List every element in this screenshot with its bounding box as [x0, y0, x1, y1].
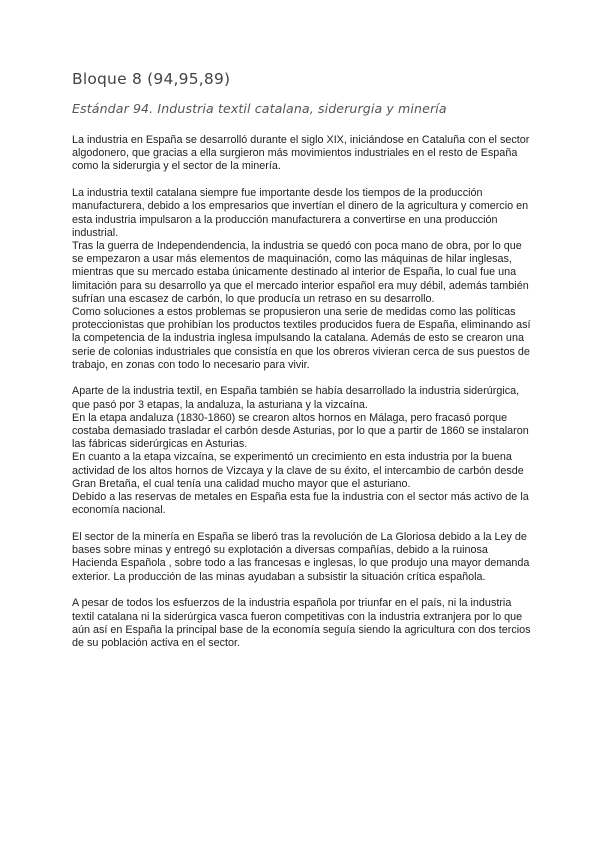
document-body	[72, 134, 532, 650]
paragraph-textile-solutions: Como soluciones a estos problemas se propusieron una serie de medidas como las políticas proteccionistas que prohibían los productos textiles producidos fuera de España, eliminando así la competencia de la industria inglesa impulsando la catalana. Además de esto se crearon una serie de colonias industriales que consistía en que los obreros vivieran cerca de sus puestos de trabajo, en zonas con todo lo necesario para vivir.	[72, 305, 531, 371]
paragraph-siderurgy-basque: En cuanto a la etapa vizcaína, se experimentó un crecimiento en esta industria por la buena actividad de los altos hornos de Vizcaya y la clave de su éxito, el intercambio de carbón desde Gran Bretaña, el cual tenía una calidad mucho mayor que el asturiano.	[72, 451, 524, 490]
paragraph-intro: La industria en España se desarrolló durante el siglo XIX, iniciándose en Cataluña con el sector algodonero, que gracias a ella surgieron más movimientos industriales en el resto de España como la siderurgia y el sector de la minería.	[72, 134, 530, 173]
paragraph-conclusion: A pesar de todos los esfuerzos de la industria española por triunfar en el país, ni la industria textil catalana ni la siderúrgica vasca fueron competitivas con la industria extranjera por lo que aún así en España la principal base de la economía seguía siendo la agricultura con dos tercios de su población activa en el sector.	[72, 597, 531, 649]
paragraph-siderurgy-intro: Aparte de la industria textil, en España también se había desarrollado la industria siderúrgica, que pasó por 3 etapas, la andaluza, la asturiana y la vizcaína.	[72, 385, 520, 411]
paragraph-textile-war: Tras la guerra de Independendencia, la industria se quedó con poca mano de obra, por lo que se empezaron a usar más elementos de maquinación, como las máquinas de hilar inglesas, mientras que su mercado estaba únicamente destinado al interior de España, lo cual fue una limitación para su desarrollo ya que el mercado interior español era muy débil, además también sufrían una escasez de carbón, lo que producía un retraso en su desarrollo.	[72, 239, 529, 305]
paragraph-textile-importance: La industria textil catalana siempre fue importante desde los tiempos de la producción manufacturera, debido a los empresarios que invertían el dinero de la agricultura y comercio en esta industria impulsaron a la producción manufacturera a convertirse en una producción industrial.	[72, 187, 529, 239]
paragraph-mining: El sector de la minería en España se liberó tras la revolución de La Gloriosa debido a la Ley de bases sobre minas y entregó su explotación a diversas compañías, debido a la ruinosa Hacienda Española , sobre todo a las francesas e inglesas, lo que produjo una mayor demanda exterior. La producción de las minas ayudaban a subsistir la situación crítica española.	[72, 530, 530, 583]
paragraph-siderurgy-conclusion: Debido a las reservas de metales en España esta fue la industria con el sector más activo de la economía nacional.	[72, 491, 529, 517]
document-subtitle: Estándar 94. Industria textil catalana, siderurgia y minería	[72, 101, 447, 116]
document-title: Bloque 8 (94,95,89)	[72, 70, 231, 88]
paragraph-siderurgy-andalusian: En la etapa andaluza (1830-1860) se crearon altos hornos en Málaga, pero fracasó porque costaba demasiado trasladar el carbón desde Asturias, por lo que a partir de 1860 se instalaron las fábricas siderúrgicas en Asturias.	[72, 411, 529, 451]
